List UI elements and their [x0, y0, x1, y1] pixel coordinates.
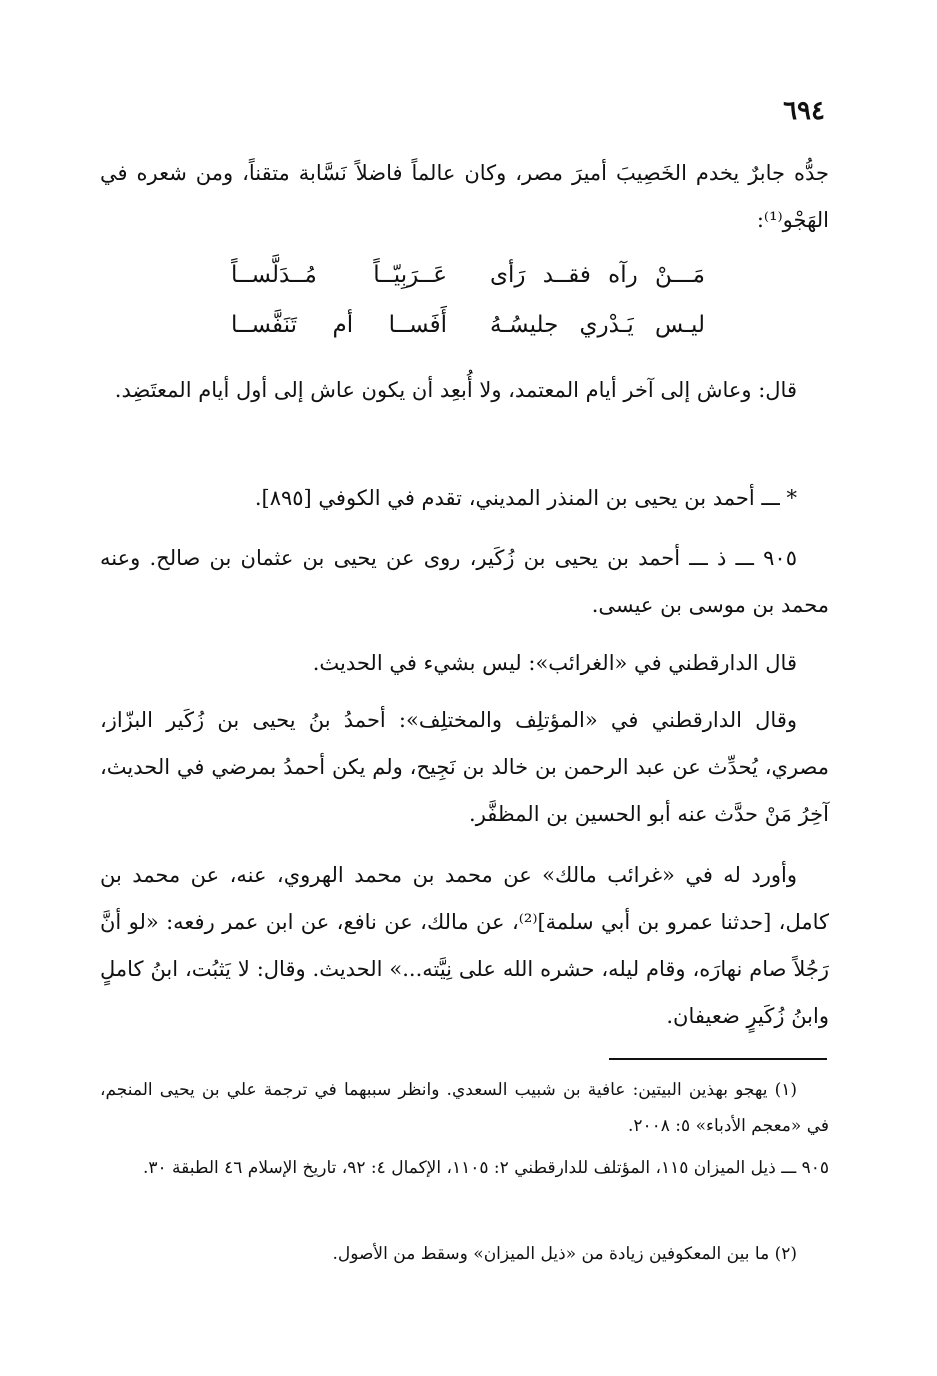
- paragraph-gharaib: قال الدارقطني في «الغرائب»: ليس بشيء في الحديث.: [312, 651, 797, 675]
- verse-1-second-hemistich: عَــرَبِيّــاً مُــدَلَّســاً: [231, 262, 447, 288]
- paragraph-malik-hadith: وأورد له في «غرائب مالك» عن محمد بن محمد الهروي، عنه، عن محمد بن كامل، [حدثنا عمرو بن أبي سلمة]⁽²⁾، عن مالك، عن نافع، عن ابن عمر رفعه: «لو أنَّ رَجُلاً صام نهارَه، وقام ليله، حشره الله على نِيَّته...» الحديث. وقال: لا يَثبُت، ابنُ كاملٍ وابنُ زُكَيرٍ ضعيفان.: [100, 863, 829, 1028]
- verse-2-first-hemistich: ليـس يَـدْري جليسُـهُ: [490, 312, 705, 338]
- footnote-separator: [609, 1058, 827, 1060]
- paragraph-mutalif: وقال الدارقطني في «المؤتلِف والمختلِف»: أحمدُ بنُ يحيى بن زُكَير البزّاز، مصري، يُحدِّث عن عبد الرحمن بن خالد بن نَجِيح، ولم يكن أحمدُ بمرضي في الحديث، آخِرُ مَنْ حدَّث عنه أبو الحسين بن المظفَّر.: [100, 708, 829, 826]
- verse-2-second-hemistich: أَفَســا أم تَنَفَّســا: [231, 312, 447, 338]
- page-number: ٦٩٤: [783, 96, 825, 126]
- footnote-1: (١) يهجو بهذين البيتين: عافية بن شبيب السعدي. وانظر سببهما في ترجمة علي بن يحيى المنجم، في «معجم الأدباء» ٥: ٢٠٠٨.: [100, 1080, 829, 1136]
- paragraph-cross-reference: * ـــ أحمد بن يحيى بن المنذر المديني، تقدم في الكوفي [٨٩٥].: [254, 486, 797, 510]
- entry-905-heading: ٩٠٥ ـــ ذ ـــ أحمد بن يحيى بن زُكَير، روى عن يحيى بن عثمان بن صالح. وعنه محمد بن موسى بن عيسى.: [100, 546, 829, 617]
- footnote-entry-905-sources: ٩٠٥ ـــ ذيل الميزان ١١٥، المؤتلف للدارقطني ٢: ١١٠٥، الإكمال ٤: ٩٢، تاريخ الإسلام ٤٦ الطبقة ٣٠.: [142, 1158, 829, 1178]
- verse-1-first-hemistich: مَـــنْ رآه فقــد رَأى: [490, 262, 705, 288]
- paragraph-death-note: قال: وعاش إلى آخر أيام المعتمد، ولا أُبعِد أن يكون عاش إلى أول أيام المعتَضِد.: [114, 378, 797, 402]
- footnote-2: (٢) ما بين المعكوفين زيادة من «ذيل الميزان» وسقط من الأصول.: [332, 1244, 797, 1264]
- paragraph-intro: جدُّه جابرٌ يخدم الخَصِيبَ أميرَ مصر، وكان عالماً فاضلاً نَسَّابة متقناً، ومن شعره في الهَجْو⁽¹⁾:: [100, 161, 829, 232]
